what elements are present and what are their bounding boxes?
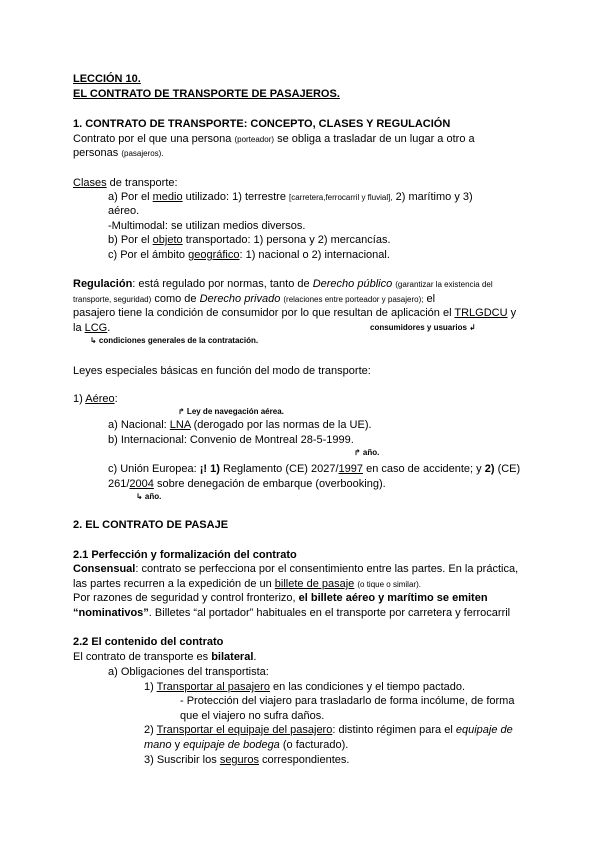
nominativos-line-1: Por razones de seguridad y control fronterizo, el billete aéreo y marítimo se emiten [73,592,488,604]
modo-aereo: 1) Aéreo: [73,393,118,405]
regulacion-line-4: la LCG. [73,322,111,334]
clase-medio-aereo: aéreo. [108,205,140,217]
clase-objeto: b) Por el objeto transportado: 1) persona y 2) mercancías. [108,234,391,246]
handwritten-note-ano-2: ↳ año. [136,492,162,501]
consensual-line-2: las partes recurren a la expedición de un billete de pasaje (o tique o similar). [73,578,421,590]
regulacion-line-1: Regulación: está regulado por normas, tanto de Derecho público (garantizar la existencia del [73,278,493,290]
section-1-heading: 1. CONTRATO DE TRANSPORTE: CONCEPTO, CLASES Y REGULACIÓN [73,118,451,130]
leyes-especiales: Leyes especiales básicas en función del modo de transporte: [73,365,371,377]
obligacion-2-line-2: mano y equipaje de bodega (o facturado). [144,739,349,751]
regulacion-line-2: transporte, seguridad) como de Derecho privado (relaciones entre porteador y pasajero); el [73,293,436,305]
nominativos-line-2: “nominativos”. Billetes “al portador” habituales en el transporte por carretera y ferrocarril [73,607,511,619]
bilateral-line: El contrato de transporte es bilateral. [73,651,257,663]
consensual-line-1: Consensual: contrato se perfecciona por el consentimiento entre las partes. En la práctica, [73,563,519,575]
aereo-internacional: b) Internacional: Convenio de Montreal 28-5-1999. [108,434,354,446]
handwritten-note-ano-1: ↱ año. [354,448,380,457]
section-2-1-heading: 2.1 Perfección y formalización del contrato [73,549,297,561]
lesson-number: LECCIÓN 10. [73,73,141,85]
handwritten-note-consumidores: consumidores y usuarios ↲ [370,323,476,332]
obligacion-2-line-1: 2) Transportar el equipaje del pasajero: distinto régimen para el equipaje de [144,724,513,736]
section-2-2-heading: 2.2 El contenido del contrato [73,636,224,648]
regulacion-line-3: pasajero tiene la condición de consumidor por lo que resultan de aplicación el TRLGDCU y [73,307,517,319]
document-title: EL CONTRATO DE TRANSPORTE DE PASAJEROS. [73,88,340,100]
proteccion-line-1: - Protección del viajero para trasladarlo de forma incólume, de forma [180,695,515,707]
proteccion-line-2: que el viajero no sufra daños. [180,710,325,722]
handwritten-note-lna: ↱ Ley de navegación aérea. [178,407,284,416]
clases-heading: Clases de transporte: [73,177,178,189]
definition-line-2: personas (pasajeros). [73,147,164,159]
clase-medio: a) Por el medio utilizado: 1) terrestre [carretera,ferrocarril y fluvial], 2) marítimo y 3) [108,191,473,203]
section-2-heading: 2. EL CONTRATO DE PASAJE [73,519,229,531]
clase-ambito: c) Por el ámbito geográfico: 1) nacional o 2) internacional. [108,249,390,261]
aereo-nacional: a) Nacional: LNA (derogado por las normas de la UE). [108,419,372,431]
obligacion-3: 3) Suscribir los seguros correspondientes. [144,754,350,766]
aereo-ue-line-2: 261/2004 sobre denegación de embarque (overbooking). [108,478,386,490]
obligacion-1: 1) Transportar al pasajero en las condiciones y el tiempo pactado. [144,681,466,693]
handwritten-note-lcg: ↳ condiciones generales de la contratación. [90,336,259,345]
clase-multimodal: -Multimodal: se utilizan medios diversos. [108,220,306,232]
aereo-ue-line-1: c) Unión Europea: ¡! 1) Reglamento (CE) 2027/1997 en caso de accidente; y 2) (CE) [108,463,521,475]
obligaciones-heading: a) Obligaciones del transportista: [108,666,269,678]
definition-line-1: Contrato por el que una persona (porteador) se obliga a trasladar de un lugar a otro a [73,133,475,145]
